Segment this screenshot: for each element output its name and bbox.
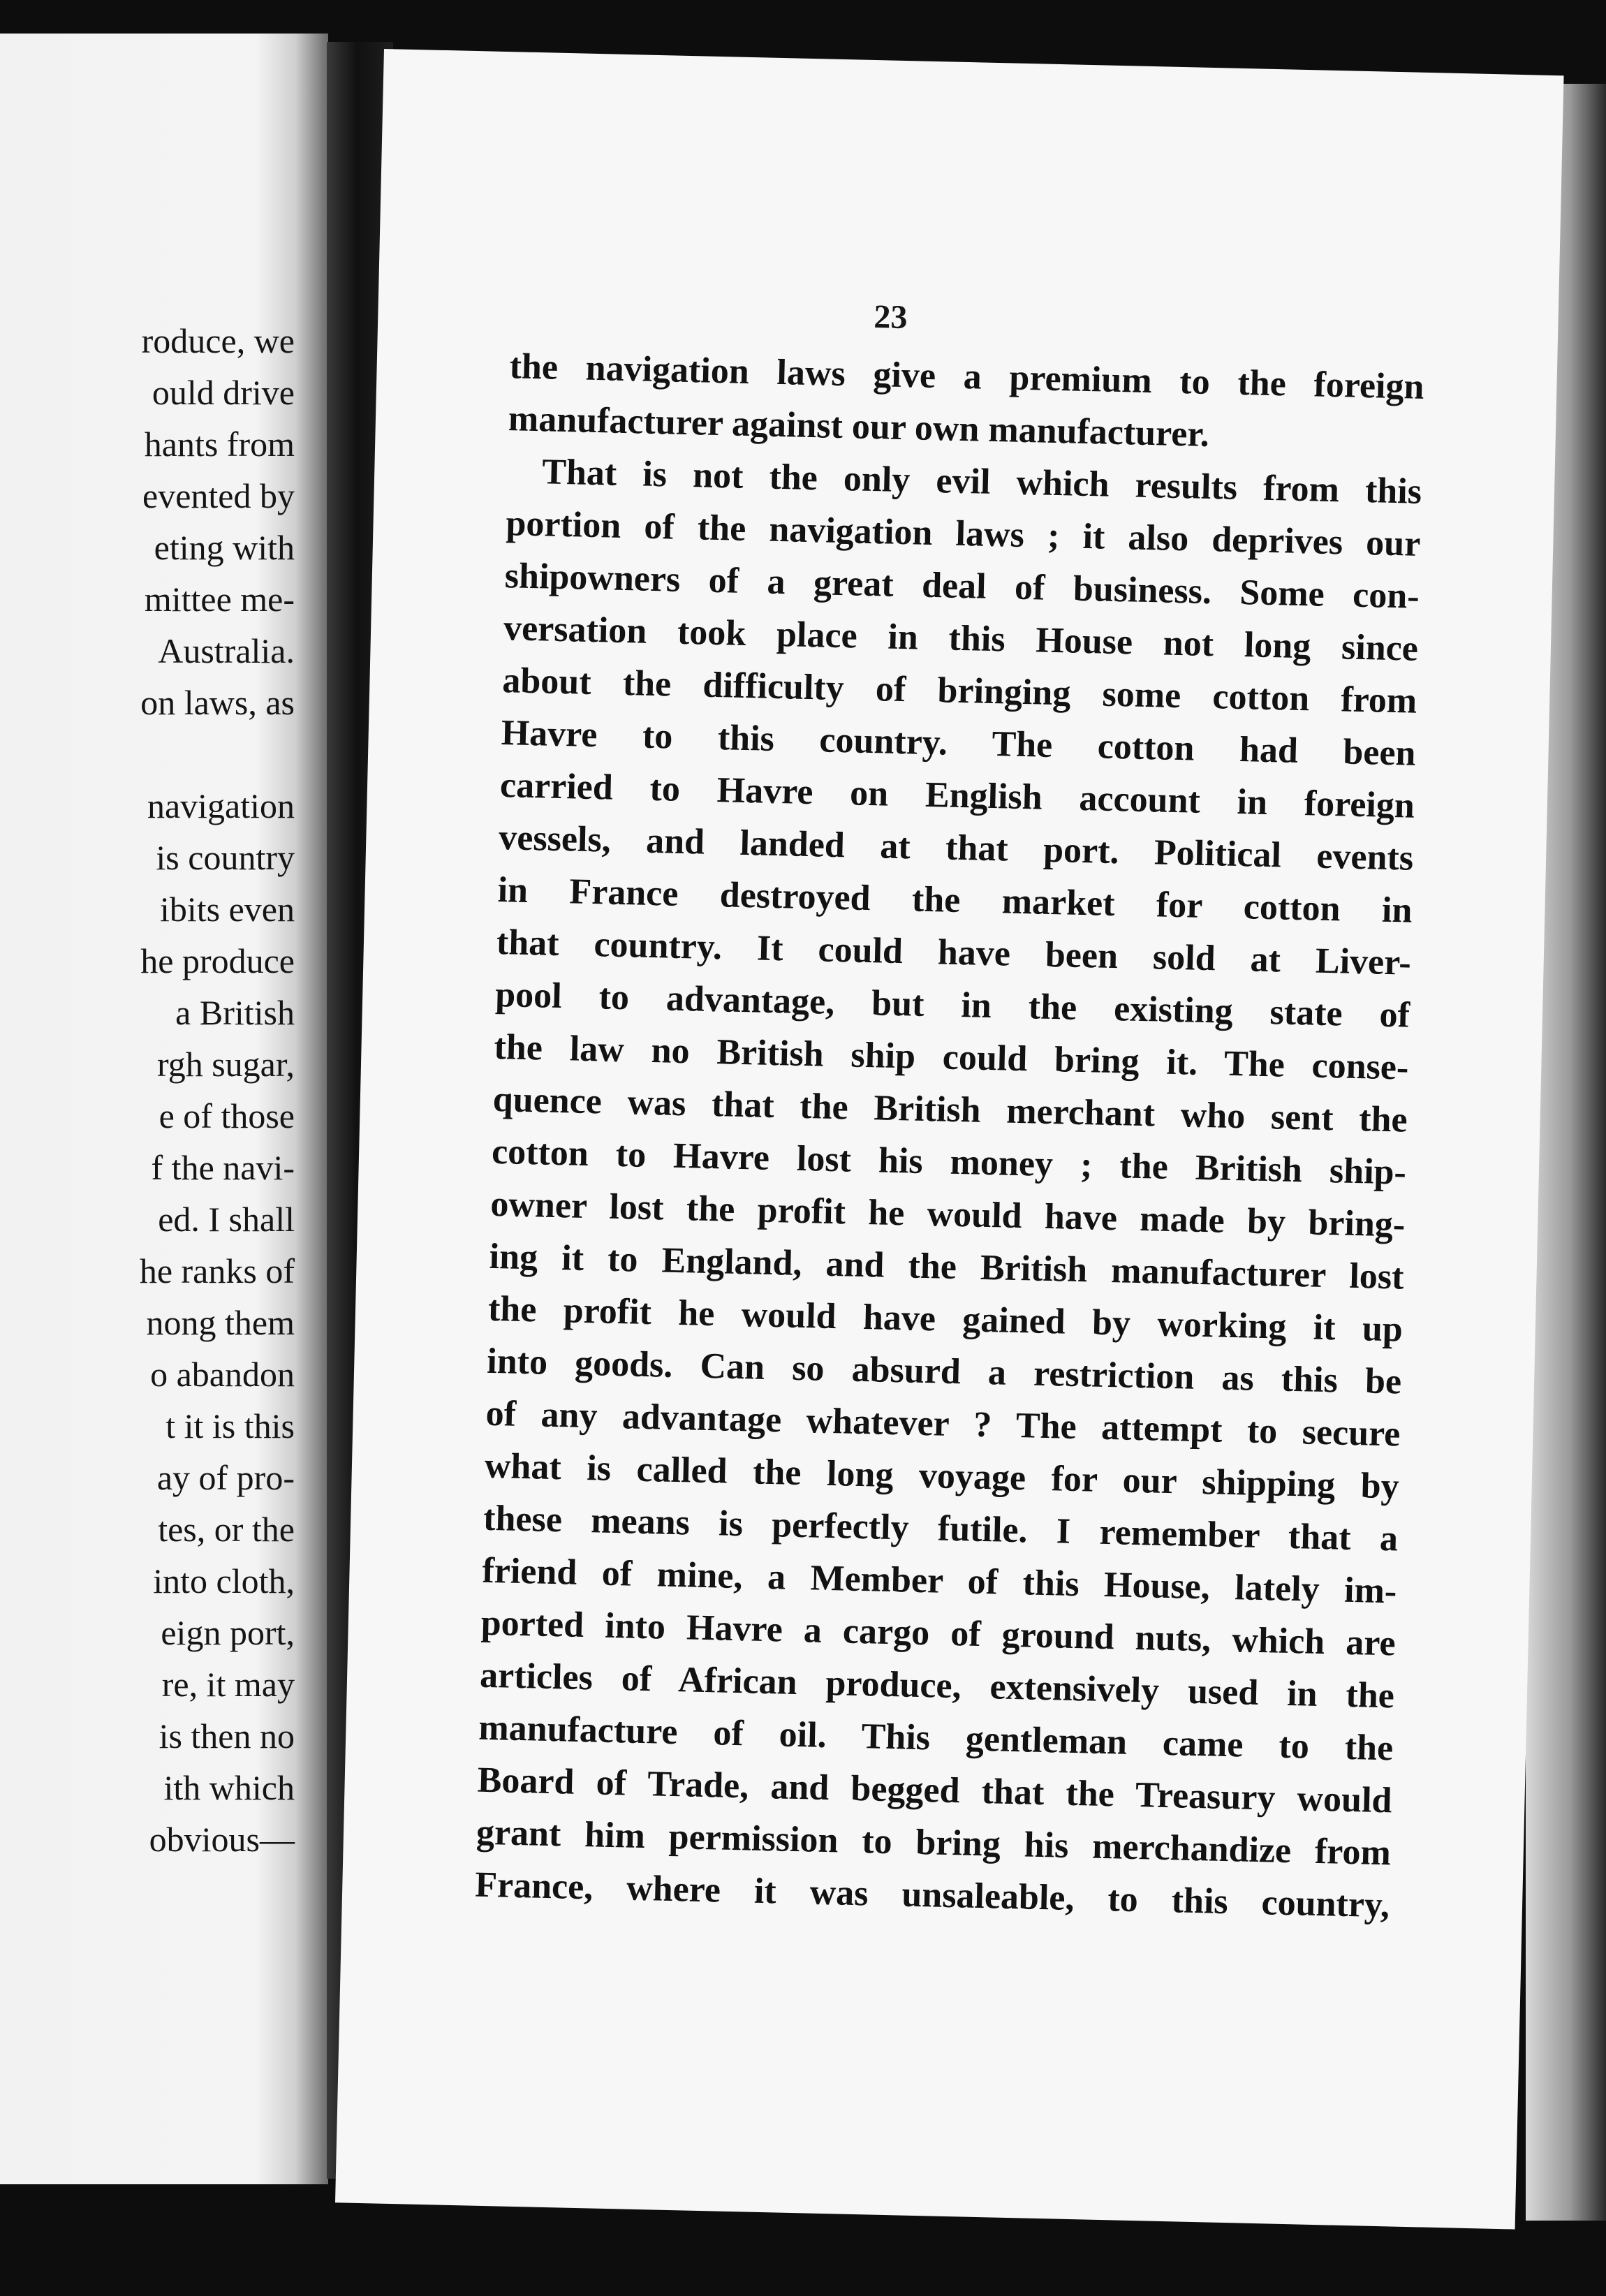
- left-page-line: mittee me-: [144, 580, 295, 619]
- left-page-line: he ranks of: [139, 1251, 295, 1290]
- body-text-line: grant him permission to bring his merchandize from: [476, 1812, 1392, 1874]
- left-page-line: obvious—: [149, 1820, 295, 1859]
- body-text-line: portion of the navigation laws ; it also deprives our: [505, 503, 1421, 564]
- left-page-line: into cloth,: [153, 1561, 295, 1600]
- left-page-line: on laws, as: [140, 683, 295, 722]
- left-page-line: f the navi-: [151, 1148, 295, 1187]
- body-text-line: the navigation laws give a premium to the foreign: [509, 346, 1425, 407]
- left-page-line: evented by: [142, 476, 295, 515]
- body-text-line: into goods. Can so absurd a restriction as this be: [486, 1341, 1402, 1402]
- left-page-line: ed. I shall: [158, 1200, 295, 1239]
- left-page-line: nong them: [146, 1303, 295, 1342]
- body-text-line: ported into Havre a cargo of ground nuts, which are: [480, 1603, 1397, 1664]
- left-page-line: eign port,: [161, 1613, 295, 1652]
- body-text-line: manufacture of oil. This gentleman came to the: [478, 1707, 1394, 1769]
- left-page-line: re, it may: [161, 1665, 295, 1704]
- left-page-line: roduce, we: [141, 321, 295, 360]
- left-page-line: eting with: [154, 528, 295, 567]
- body-text-line: shipowners of a great deal of business. Some con-: [504, 556, 1420, 617]
- left-page-line: hants from: [144, 425, 295, 464]
- body-text-line: the law no British ship could bring it. The conse-: [493, 1026, 1409, 1088]
- body-text-line: in France destroyed the market for cotton in: [497, 870, 1413, 931]
- body-text-line: about the difficulty of bringing some cotton from: [501, 661, 1417, 721]
- page-number: 23: [873, 298, 908, 337]
- left-page-line: ith which: [163, 1768, 295, 1807]
- left-page-line: he produce: [140, 941, 295, 980]
- body-text-line: vessels, and landed at that port. Political events: [498, 818, 1414, 878]
- left-page-line: t it is this: [165, 1406, 295, 1445]
- body-text-line: what is called the long voyage for our shipping by: [484, 1445, 1400, 1507]
- body-text-line: Havre to this country. The cotton had been: [501, 713, 1417, 774]
- left-page-line: e of those: [159, 1096, 295, 1135]
- body-text-line: ing it to England, and the British manufacturer lost: [489, 1236, 1405, 1297]
- left-page-line: ay of pro-: [156, 1458, 295, 1497]
- body-text-line: these means is perfectly futile. I remember that a: [482, 1498, 1399, 1559]
- left-page-line: tes, or the: [158, 1510, 295, 1549]
- left-page-line: navigation: [147, 786, 295, 825]
- body-text-line: Board of Trade, and begged that the Treasury would: [477, 1760, 1393, 1821]
- left-page-line: ould drive: [152, 373, 295, 412]
- body-text-line: friend of mine, a Member of this House, lately im-: [481, 1550, 1397, 1612]
- body-text-line: France, where it was unsaleable, to this country,: [474, 1864, 1390, 1926]
- body-text-line: the profit he would have gained by working it up: [487, 1288, 1404, 1350]
- body-text-line: of any advantage whatever ? The attempt to secure: [485, 1393, 1401, 1455]
- body-text-line: versation took place in this House not long since: [503, 608, 1419, 669]
- left-page-line: ibits even: [159, 890, 295, 929]
- left-page-line: rgh sugar,: [156, 1045, 295, 1084]
- body-text-line: that country. It could have been sold at Liver-: [496, 922, 1412, 983]
- left-page-line: a British: [175, 993, 295, 1032]
- right-page: [335, 49, 1564, 2230]
- body-text-line: cotton to Havre lost his money ; the British ship-: [491, 1131, 1407, 1193]
- body-text-line: carried to Havre on English account in foreign: [499, 765, 1415, 826]
- body-text-line: owner lost the profit he would have made by bring-: [489, 1184, 1406, 1245]
- body-text-line: manufacturer against our own manufacturer.: [508, 399, 1210, 455]
- left-page-line: is country: [156, 838, 295, 877]
- body-text-line: articles of African produce, extensively used in the: [479, 1655, 1395, 1716]
- body-text-line: quence was that the British merchant who sent the: [492, 1079, 1408, 1140]
- body-text-line: pool to advantage, but in the existing state of: [494, 974, 1410, 1036]
- left-page-line: o abandon: [150, 1355, 295, 1394]
- body-text-line: That is not the only evil which results from this: [541, 452, 1422, 512]
- left-page-line: is then no: [159, 1716, 295, 1756]
- left-page-line: Australia.: [158, 631, 295, 670]
- left-page: [0, 34, 328, 2184]
